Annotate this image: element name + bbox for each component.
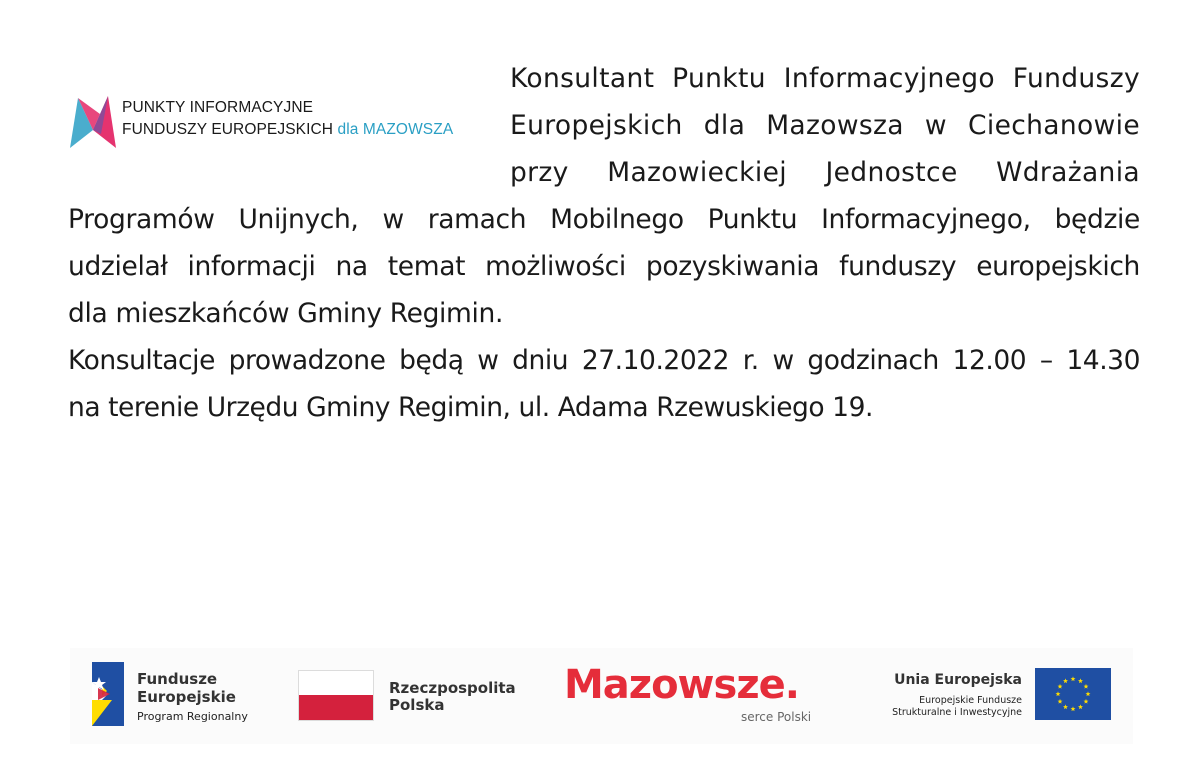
- fundusze-europejskie-logo: [88, 660, 288, 730]
- eu-flag-icon: [1035, 668, 1111, 720]
- logo-line-2-main: FUNDUSZY EUROPEJSKICH: [122, 121, 334, 138]
- fe-star-icon: [88, 660, 128, 728]
- text-line: przy Mazowieckiej Jednostce Wdrażania: [510, 157, 1140, 188]
- consultation-details: [68, 337, 1140, 431]
- unia-europejska-logo: [878, 668, 1128, 728]
- text-line: dla mieszkańców Gminy Regimin.: [68, 298, 504, 329]
- rp-line-1: Rzeczpospolita: [389, 679, 516, 697]
- polish-flag-icon: [298, 670, 374, 721]
- announcement-intro-right: [510, 55, 1140, 196]
- text-line: Konsultant Punktu Informacyjnego Funduszy: [510, 63, 1140, 94]
- eu-line-1: Unia Europejska: [894, 672, 1022, 688]
- logo-line-2: [122, 121, 453, 139]
- logo-line-2-accent: dla MAZOWSZA: [337, 121, 454, 138]
- text-line: udzielał informacji na temat możliwości pozyskiwania funduszy europejskich: [68, 251, 1140, 282]
- text-line: na terenie Urzędu Gminy Regimin, ul. Adama Rzewuskiego 19.: [68, 392, 873, 423]
- text-line: Programów Unijnych, w ramach Mobilnego Punktu Informacyjnego, będzie: [68, 204, 1140, 235]
- m-letter-icon: [68, 94, 118, 150]
- mazowsze-tagline: serce Polski: [741, 710, 812, 724]
- mazowsze-wordmark: Mazowsze.: [564, 662, 799, 708]
- announcement-intro-continued: [68, 196, 1140, 337]
- footer-logo-bar: [70, 648, 1133, 744]
- fe-line-3: Program Regionalny: [137, 710, 248, 723]
- rp-line-2: Polska: [389, 696, 445, 714]
- rzeczpospolita-polska-logo: [298, 668, 528, 724]
- pife-mazowsze-logo: [68, 92, 478, 154]
- fe-line-2: Europejskie: [137, 688, 236, 706]
- text-line: Konsultacje prowadzone będą w dniu 27.10.2022 r. w godzinach 12.00 – 14.30: [68, 345, 1140, 376]
- fe-line-1: Fundusze: [137, 670, 218, 688]
- eu-line-2: Europejskie Fundusze: [919, 695, 1022, 706]
- mazowsze-logo: [564, 662, 834, 732]
- eu-line-3: Strukturalne i Inwestycyjne: [892, 707, 1022, 718]
- text-line: Europejskich dla Mazowsza w Ciechanowie: [510, 110, 1140, 141]
- logo-line-1: PUNKTY INFORMACYJNE: [122, 99, 314, 116]
